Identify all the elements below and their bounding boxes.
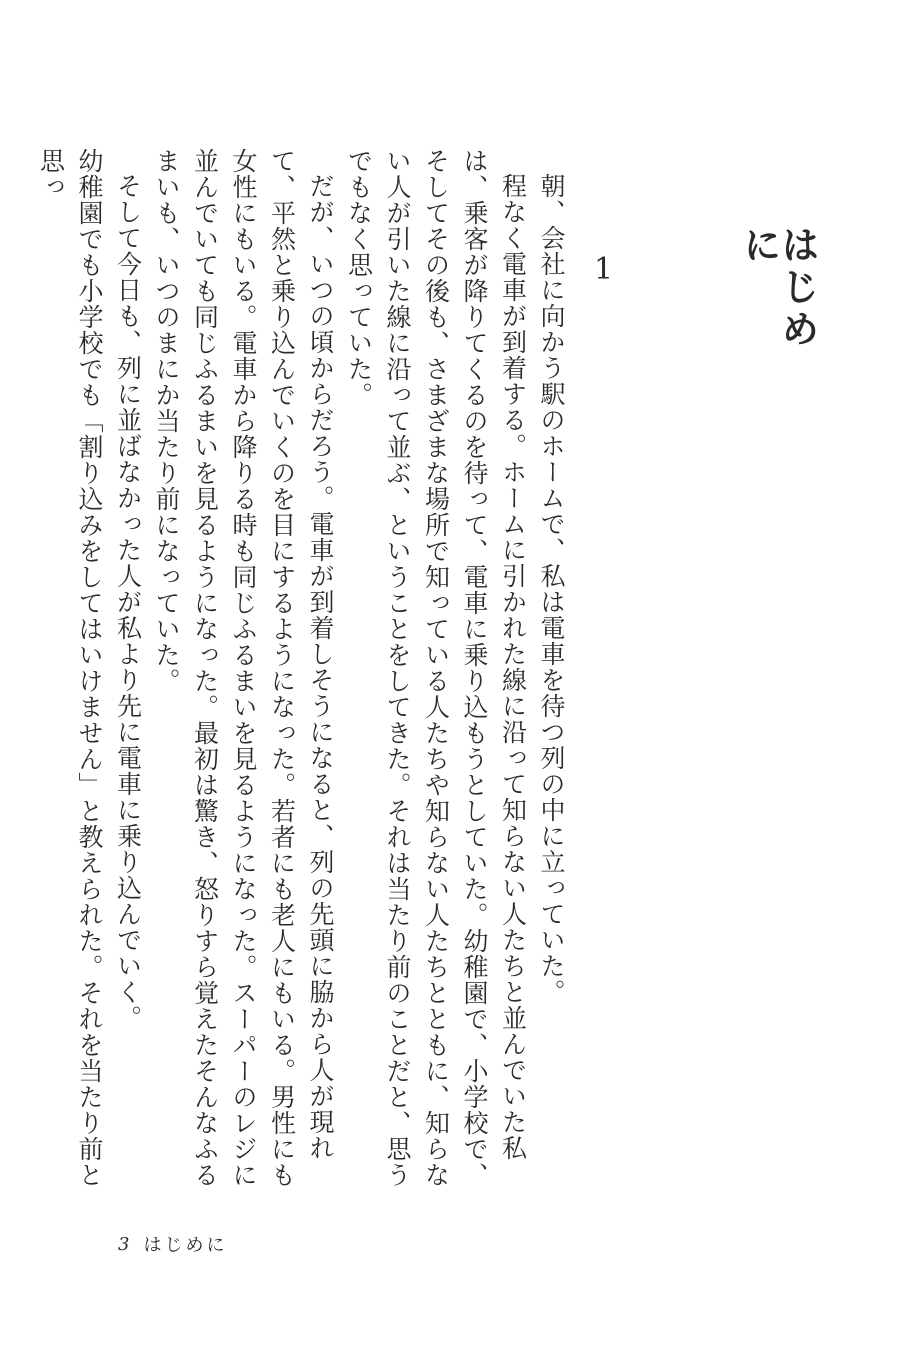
page-number: 3	[118, 1233, 130, 1255]
paragraph-4: そして今日も、列に並ばなかった人が私より先に電車に乗り込んでいく。	[113, 173, 143, 1031]
section-number: 1	[594, 252, 614, 287]
body-text	[31, 148, 570, 1188]
chapter-title: はじめに	[737, 225, 820, 351]
paragraph-2: 程なく電車が到着する。ホームに引かれた線に沿って知らない人たちと並んでいた私は、乗客が降りてくるのを待って、電車に乗り込もうとしていた。幼稚園で、小学校で、そしてその後も、さまざまな場所で知っている人たちや知らない人たちとともに、知らない人が引いた線に沿って並ぶ、ということをしてきた。それは当たり前のことだと、思うでもなく思っていた。	[344, 148, 528, 1188]
page-footer	[118, 1234, 227, 1254]
running-head: はじめに	[143, 1235, 228, 1256]
paragraph-5: 幼稚園でも小学校でも「割り込みをしてはいけません」と教えられた。それを当たり前と思っ	[36, 148, 104, 1188]
paragraph-3: だが、いつの頃からだろう。電車が到着しそうになると、列の先頭に脇から人が現れて、平然と乗り込んでいくのを目にするようになった。若者にも老人にもいる。男性にも女性にもいる。電車から降りる時も同じふるまいを見るようになった。スーパーのレジに並んでいても同じふるまいを見るようになった。最初は驚き、怒りすら覚えたそんなふるまいも、いつのまにか当たり前になっていた。	[152, 148, 335, 1188]
paragraph-1: 朝、会社に向かう駅のホームで、私は電車を待つ列の中に立っていた。	[537, 173, 566, 1005]
